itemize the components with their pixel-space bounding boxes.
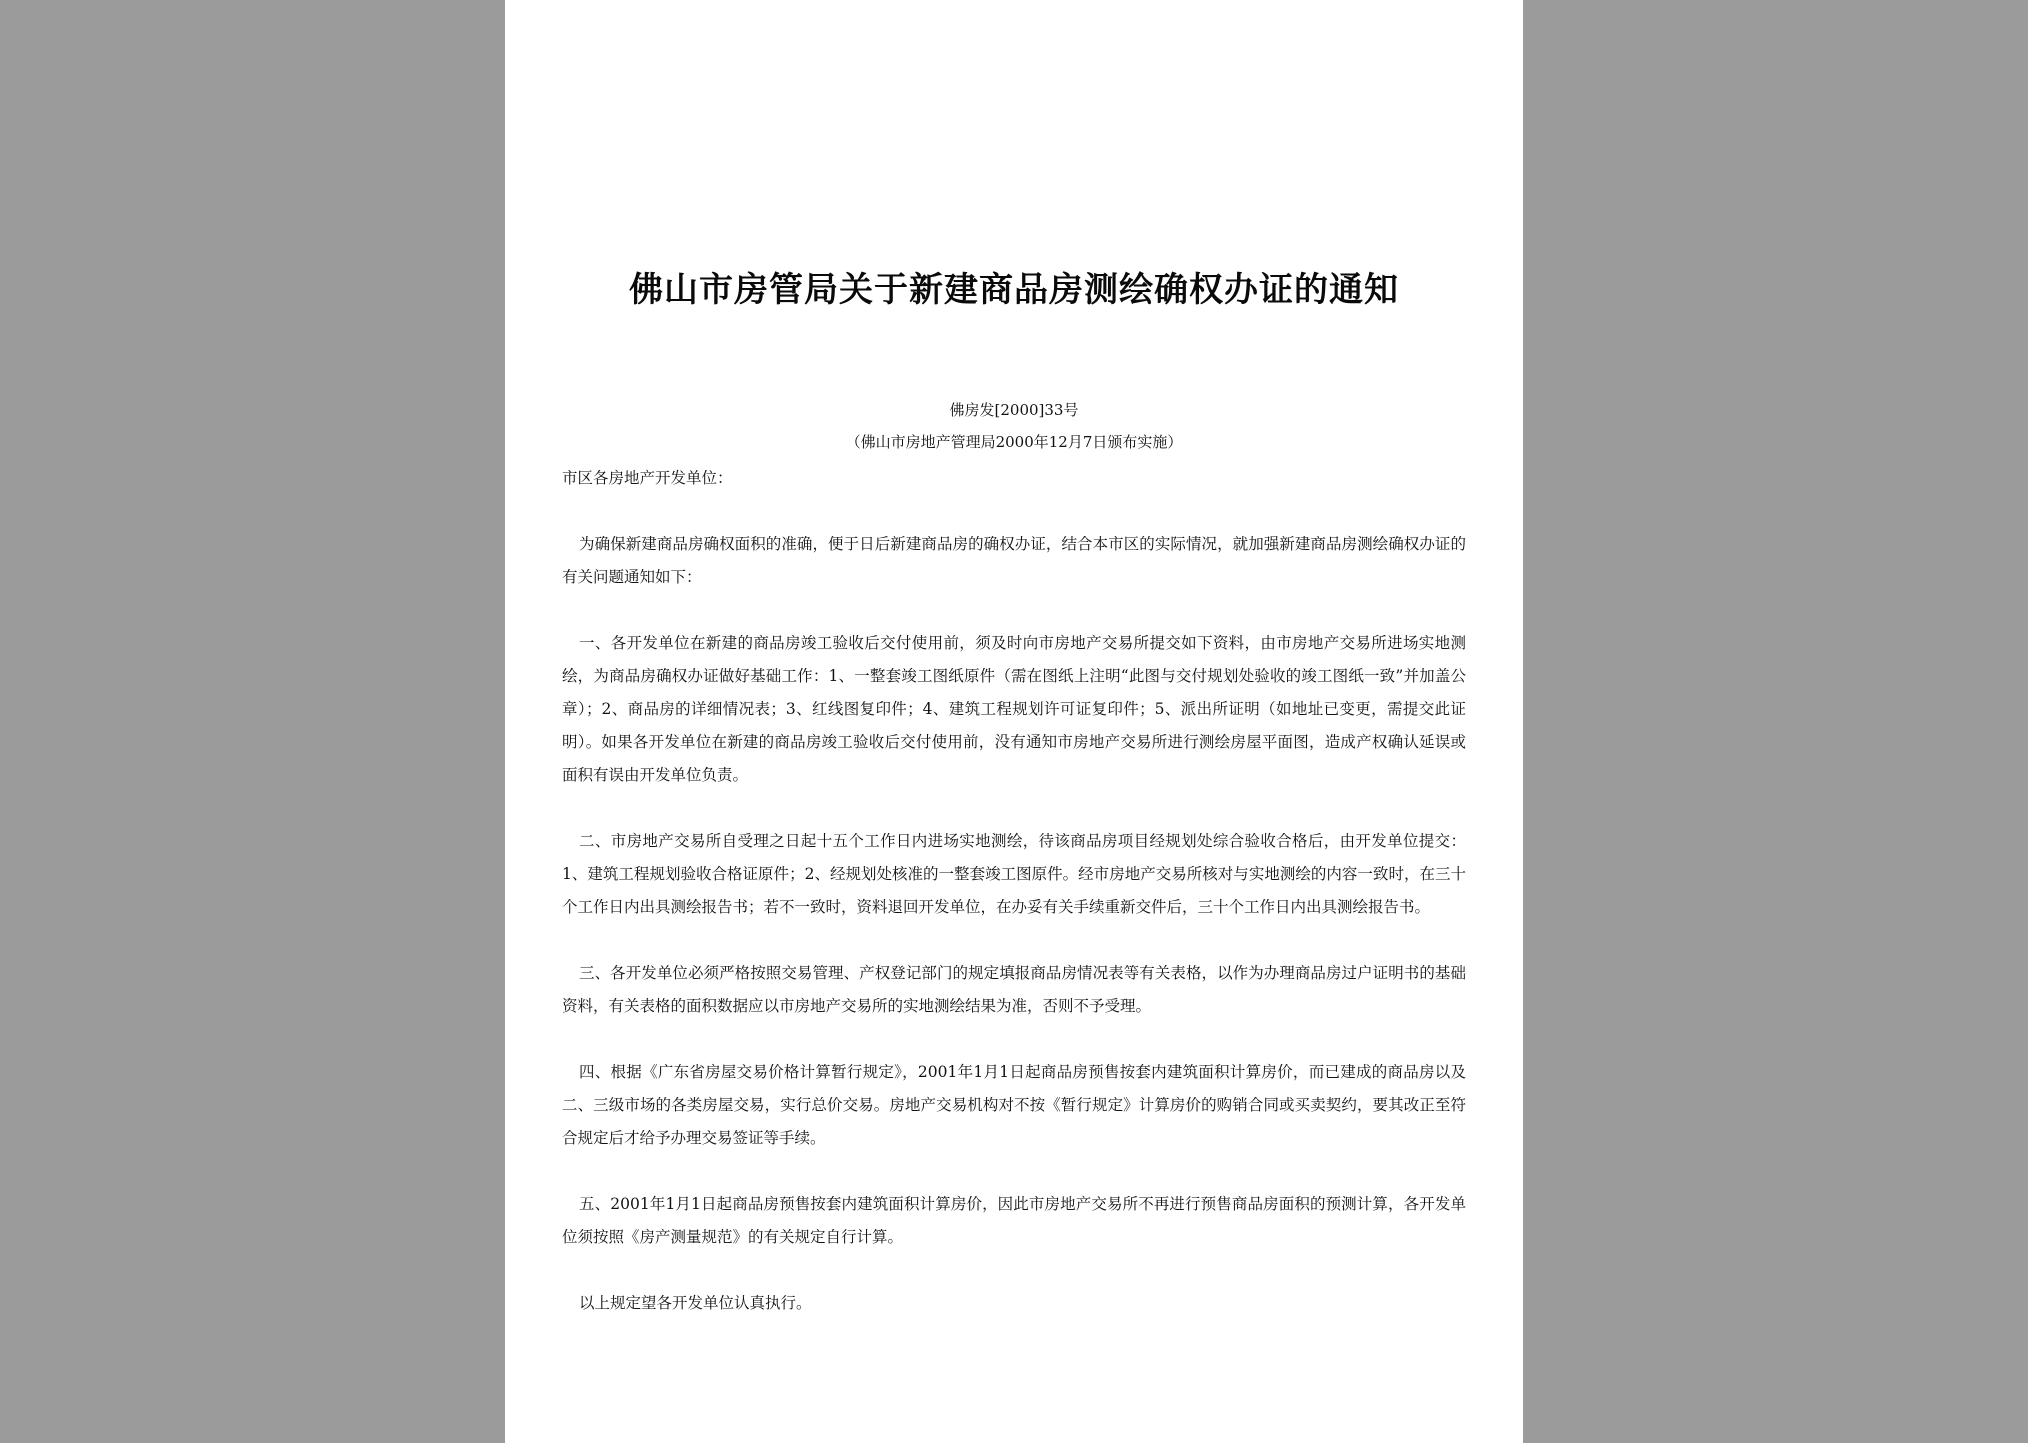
document-page: [505, 0, 1523, 1443]
paragraph-4: 四、根据《广东省房屋交易价格计算暂行规定》，2001年1月1日起商品房预售按套内建筑面积计算房价，而已建成的商品房以及二、三级市场的各类房屋交易，实行总价交易。房地产交易机构对不按《暂行规定》计算房价的购销合同或买卖契约，要其改正至符合规定后才给予办理交易签证等手续。: [562, 1063, 1466, 1147]
paragraph-intro: 为确保新建商品房确权面积的准确，便于日后新建商品房的确权办证，结合本市区的实际情况，就加强新建商品房测绘确权办证的有关问题通知如下：: [562, 535, 1466, 586]
paragraph-5: 五、2001年1月1日起商品房预售按套内建筑面积计算房价，因此市房地产交易所不再进行预售商品房面积的预测计算，各开发单位须按照《房产测量规范》的有关规定自行计算。: [562, 1195, 1466, 1246]
document-body: [562, 462, 1466, 1320]
salutation: 市区各房地产开发单位：: [562, 469, 733, 487]
closing-line: 以上规定望各开发单位认真执行。: [579, 1294, 812, 1312]
paragraph-2: 二、市房地产交易所自受理之日起十五个工作日内进场实地测绘，待该商品房项目经规划处综合验收合格后，由开发单位提交：1、建筑工程规划验收合格证原件；2、经规划处核准的一整套竣工图原件。经市房地产交易所核对与实地测绘的内容一致时，在三十个工作日内出具测绘报告书；若不一致时，资料退回开发单位，在办妥有关手续重新交件后，三十个工作日内出具测绘报告书。: [562, 832, 1466, 916]
paragraph-3: 三、各开发单位必须严格按照交易管理、产权登记部门的规定填报商品房情况表等有关表格，以作为办理商品房过户证明书的基础资料，有关表格的面积数据应以市房地产交易所的实地测绘结果为准，否则不予受理。: [562, 964, 1466, 1015]
document-number: 佛房发[2000]33号: [949, 401, 1079, 419]
document-title: 佛山市房管局关于新建商品房测绘确权办证的通知: [629, 270, 1399, 310]
paragraph-1: 一、各开发单位在新建的商品房竣工验收后交付使用前，须及时向市房地产交易所提交如下资料，由市房地产交易所进场实地测绘，为商品房确权办证做好基础工作：1、一整套竣工图纸原件（需在图纸上注明“此图与交付规划处验收的竣工图纸一致”并加盖公章）；2、商品房的详细情况表；3、红线图复印件；4、建筑工程规划许可证复印件；5、派出所证明（如地址已变更，需提交此证明）。如果各开发单位在新建的商品房竣工验收后交付使用前，没有通知市房地产交易所进行测绘房屋平面图，造成产权确认延误或面积有误由开发单位负责。: [562, 634, 1466, 784]
issued-note: （佛山市房地产管理局2000年12月7日颁布实施）: [845, 433, 1183, 451]
